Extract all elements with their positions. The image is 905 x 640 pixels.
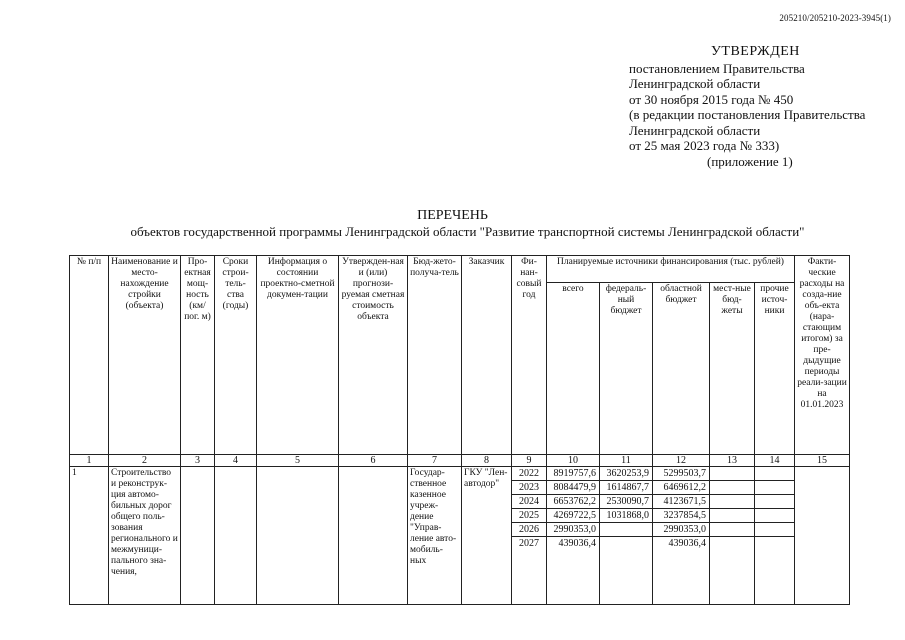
regional-cell: 6469612,2 <box>653 481 710 495</box>
column-number: 12 <box>653 455 710 467</box>
row-number: 1 <box>70 467 109 605</box>
approval-line: от 30 ноября 2015 года № 450 <box>629 91 794 107</box>
objects-table <box>69 255 850 605</box>
header-period: Сроки строи-тель-ства (годы) <box>215 256 257 455</box>
appendix-label: (приложение 1) <box>707 153 793 169</box>
header-other: прочие источ-ники <box>755 283 795 455</box>
column-number: 3 <box>181 455 215 467</box>
header-fiscal-year: Фи-нан-совый год <box>512 256 547 455</box>
column-number: 11 <box>600 455 653 467</box>
regional-cell: 439036,4 <box>653 537 710 605</box>
local-cell <box>710 509 755 523</box>
approval-line: (в редакции постановления Правительства <box>629 107 866 122</box>
column-number: 8 <box>462 455 512 467</box>
header-actual-expenses: Факти-ческие расходы на созда-ние объ-екта (нара-стающим итогом) за пре-дыдущие периоды реали-зации на 01.01.2023 <box>795 256 850 455</box>
column-number: 1 <box>70 455 109 467</box>
fiscal-year-cell: 2027 <box>512 537 547 605</box>
period-cell <box>215 467 257 605</box>
column-number: 2 <box>109 455 181 467</box>
regional-cell: 5299503,7 <box>653 467 710 481</box>
column-number: 15 <box>795 455 850 467</box>
local-cell <box>710 481 755 495</box>
regional-cell: 2990353,0 <box>653 523 710 537</box>
regional-cell: 3237854,5 <box>653 509 710 523</box>
customer-cell: ГКУ "Лен-автодор" <box>462 467 512 605</box>
total-cell: 6653762,2 <box>547 495 600 509</box>
federal-cell <box>600 537 653 605</box>
total-cell: 8919757,6 <box>547 467 600 481</box>
column-number: 5 <box>257 455 339 467</box>
estimated-cost-cell <box>339 467 408 605</box>
total-cell: 439036,4 <box>547 537 600 605</box>
other-cell <box>755 537 795 605</box>
actual-expenses-cell <box>795 467 850 605</box>
header-capacity: Про-ектная мощ-ность (км/ пог. м) <box>181 256 215 455</box>
fiscal-year-cell: 2025 <box>512 509 547 523</box>
column-number: 7 <box>408 455 462 467</box>
federal-cell: 3620253,9 <box>600 467 653 481</box>
document-title: ПЕРЕЧЕНЬ <box>417 208 488 223</box>
column-number: 14 <box>755 455 795 467</box>
document-title-block <box>0 208 905 240</box>
fiscal-year-cell: 2023 <box>512 481 547 495</box>
local-cell <box>710 523 755 537</box>
federal-cell: 1614867,7 <box>600 481 653 495</box>
total-cell: 8084479,9 <box>547 481 600 495</box>
local-cell <box>710 467 755 481</box>
header-federal: федераль-ный бюджет <box>600 283 653 455</box>
fiscal-year-cell: 2022 <box>512 467 547 481</box>
object-name: Строительство и реконструк-ция автомо-бильных дорог общего поль-зования регионального и межмуници-пального зна-чения, <box>109 467 181 605</box>
federal-cell: 1031868,0 <box>600 509 653 523</box>
other-cell <box>755 481 795 495</box>
document-subtitle: объектов государственной программы Ленинградской области "Развитие транспортной системы Ленинградской области" <box>130 224 805 239</box>
local-cell <box>710 537 755 605</box>
recipient-cell: Государ-ственное казенное учреж-дение "Управ-ление авто-мобиль-ных <box>408 467 462 605</box>
header-funding-sources: Планируемые источники финансирования (тыс. рублей) <box>547 256 795 283</box>
header-design-docs: Информация о состоянии проектно-сметной докумен-тации <box>257 256 339 455</box>
other-cell <box>755 495 795 509</box>
approval-line: Ленинградской области <box>629 76 761 91</box>
total-cell: 2990353,0 <box>547 523 600 537</box>
header-recipient: Бюд-жето-получа-тель <box>408 256 462 455</box>
local-cell <box>710 495 755 509</box>
other-cell <box>755 467 795 481</box>
header-customer: Заказчик <box>462 256 512 455</box>
regional-cell: 4123671,5 <box>653 495 710 509</box>
approval-line: от 25 мая 2023 года № 333) <box>629 138 780 153</box>
approval-block <box>629 44 899 169</box>
capacity-cell <box>181 467 215 605</box>
column-number: 13 <box>710 455 755 467</box>
column-number: 9 <box>512 455 547 467</box>
total-cell: 4269722,5 <box>547 509 600 523</box>
design-docs-cell <box>257 467 339 605</box>
federal-cell <box>600 523 653 537</box>
column-number: 10 <box>547 455 600 467</box>
document-id: 205210/205210-2023-3945(1) <box>779 13 891 23</box>
approval-title: УТВЕРЖДЕН <box>711 44 800 59</box>
header-regional: областной бюджет <box>653 283 710 455</box>
header-local: мест-ные бюд-жеты <box>710 283 755 455</box>
header-estimated-cost: Утвержден-ная и (или) прогнози-руемая сметная стоимость объекта <box>339 256 408 455</box>
fiscal-year-cell: 2026 <box>512 523 547 537</box>
approval-line: Ленинградской области <box>629 122 761 138</box>
other-cell <box>755 509 795 523</box>
fiscal-year-cell: 2024 <box>512 495 547 509</box>
federal-cell: 2530090,7 <box>600 495 653 509</box>
other-cell <box>755 523 795 537</box>
header-num: № п/п <box>70 256 109 455</box>
approval-line: постановлением Правительства <box>629 60 805 76</box>
column-number: 6 <box>339 455 408 467</box>
header-total: всего <box>547 283 600 455</box>
column-number: 4 <box>215 455 257 467</box>
header-name: Наименование и место-нахождение стройки (объекта) <box>109 256 181 455</box>
